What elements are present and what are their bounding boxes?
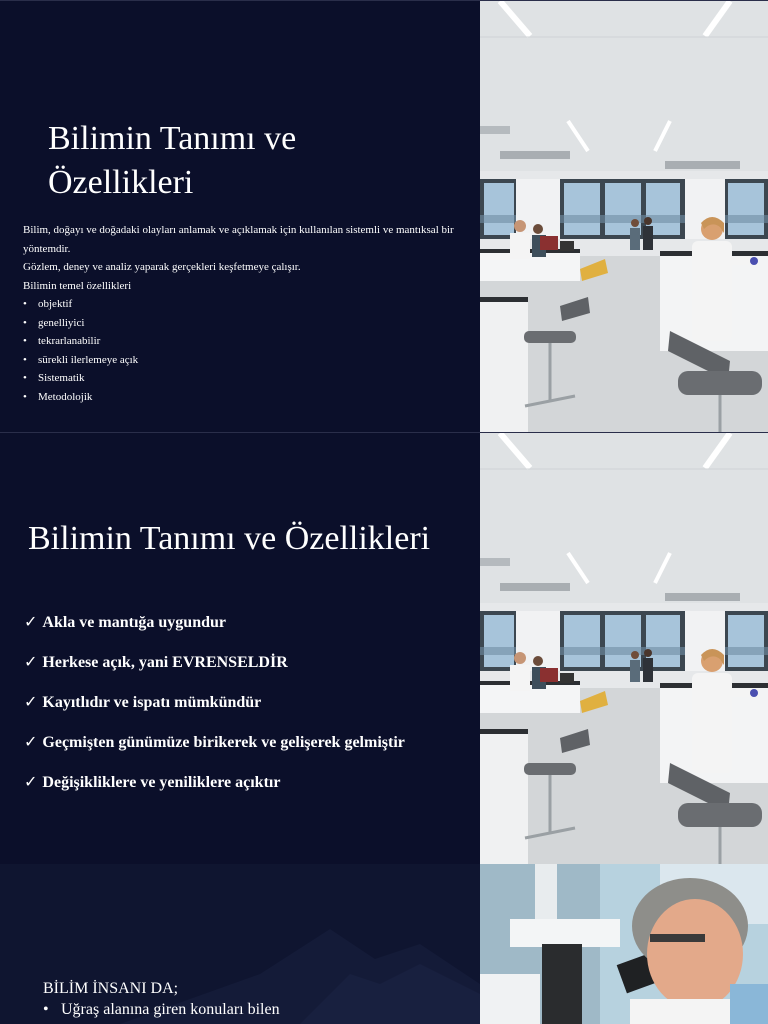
slide-2-check-list: [24, 603, 405, 803]
check-mark-icon: ✓: [24, 654, 38, 671]
slide-1-paragraph-2: Gözlem, deney ve analiz yaparak gerçekleri keşfetmeye çalışır.: [23, 261, 301, 273]
slide-3-bullet-list: [43, 1001, 280, 1019]
slide-1-body: [23, 221, 473, 406]
laboratory-photo: [480, 1, 768, 433]
laboratory-photo: [480, 433, 768, 865]
check-item: [24, 723, 405, 763]
bullet-item: • Uğraş alanına giren konuları bilen: [43, 1001, 280, 1019]
mountain-background-graphic: [0, 864, 480, 1024]
slide-1-text-panel: [0, 1, 480, 433]
check-item: [24, 643, 405, 683]
slide-3: [0, 864, 768, 1024]
check-mark-icon: ✓: [24, 694, 38, 711]
check-item-text: Akla ve mantığa uygundur: [42, 614, 226, 631]
check-item-text: Geçmişten günümüze birikerek ve gelişerek gelmiştir: [42, 734, 405, 751]
check-item: [24, 683, 405, 723]
slide-3-text-panel: [0, 864, 480, 1024]
slide-1-list-heading: Bilimin temel özellikleri: [23, 279, 132, 292]
bullet-item: • objektif: [23, 295, 473, 314]
check-item: [24, 763, 405, 803]
slide-3-heading: BİLİM İNSANI DA;: [43, 980, 179, 997]
check-mark-icon: ✓: [24, 614, 38, 631]
slide-1-title: Bilimin Tanımı ve Özellikleri: [48, 120, 297, 201]
check-item-text: Değişikliklere ve yeniliklere açıktır: [42, 774, 281, 791]
slide-1: [0, 0, 768, 433]
slide-1-bullet-list: [23, 295, 473, 406]
scientist-microscope-photo: [480, 864, 768, 1024]
check-item-text: Herkese açık, yani EVRENSELDİR: [42, 654, 288, 671]
bullet-item: • sürekli ilerlemeye açık: [23, 351, 473, 370]
check-mark-icon: ✓: [24, 734, 38, 751]
bullet-item: • tekrarlanabilir: [23, 332, 473, 351]
check-item: [24, 603, 405, 643]
slide-2: [0, 432, 768, 865]
slide-1-paragraph-1: Bilim, doğayı ve doğadaki olayları anlamak ve açıklamak için kullanılan sistemli ve mantıksal bir yöntemdir.: [23, 224, 454, 255]
bullet-item: • Sistematik: [23, 369, 473, 388]
slide-2-text-panel: [0, 433, 480, 865]
bullet-item: • Metodolojik: [23, 388, 473, 407]
check-mark-icon: ✓: [24, 774, 38, 791]
slide-2-title: Bilimin Tanımı ve Özellikleri: [28, 520, 431, 557]
bullet-item: • genelliyici: [23, 314, 473, 333]
check-item-text: Kayıtlıdır ve ispatı mümkündür: [42, 694, 262, 711]
